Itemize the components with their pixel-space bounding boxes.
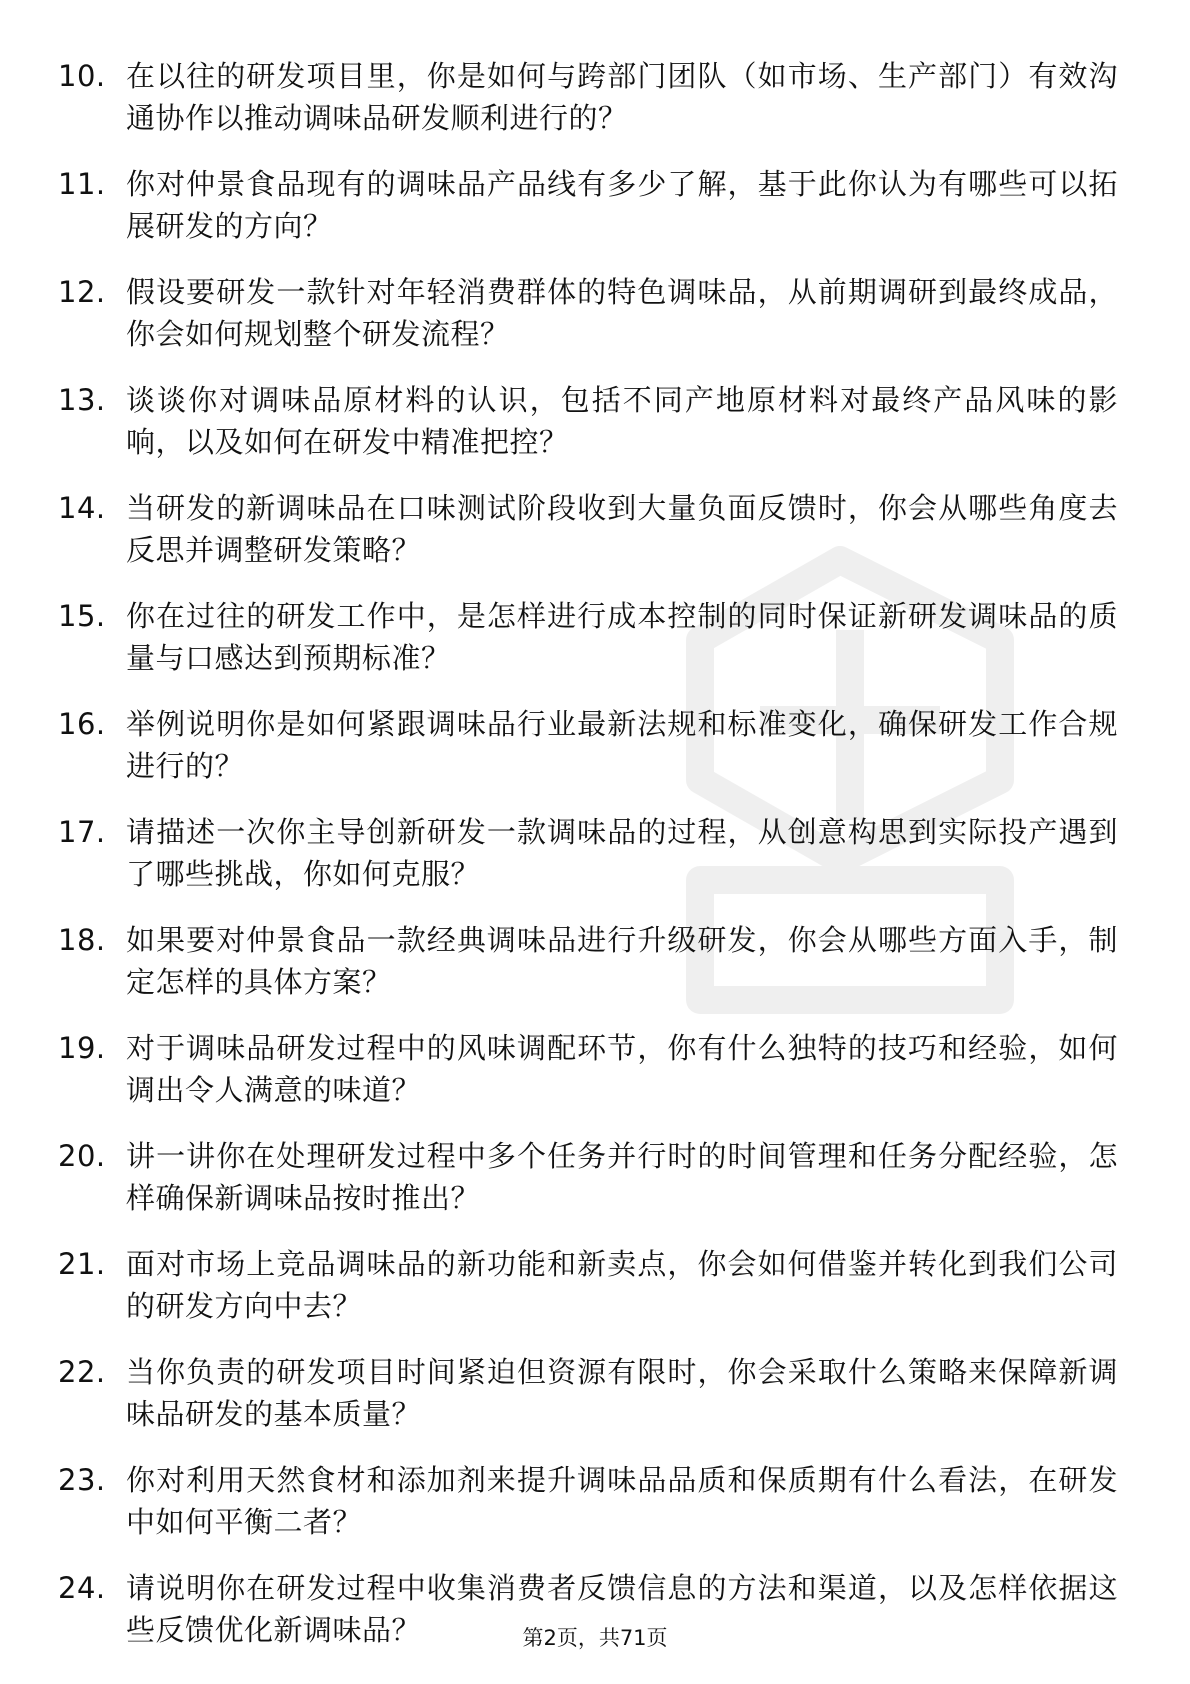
question-number: 12. — [58, 275, 106, 309]
question-number: 15. — [58, 599, 106, 633]
page-number-label: 第2页，共71页 — [522, 1626, 668, 1650]
question-item — [58, 1135, 1118, 1219]
question-number: 21. — [58, 1247, 106, 1281]
question-item — [58, 1243, 1118, 1327]
question-text: 如果要对仲景食品一款经典调味品进行升级研发，你会从哪些方面入手，制定怎样的具体方案？ — [126, 923, 1118, 999]
question-item — [58, 1351, 1118, 1435]
question-text: 讲一讲你在处理研发过程中多个任务并行时的时间管理和任务分配经验，怎样确保新调味品按时推出？ — [126, 1139, 1118, 1215]
question-text: 你在过往的研发工作中，是怎样进行成本控制的同时保证新研发调味品的质量与口感达到预期标准？ — [126, 599, 1118, 675]
question-text: 举例说明你是如何紧跟调味品行业最新法规和标准变化，确保研发工作合规进行的？ — [126, 707, 1118, 783]
page-footer — [0, 1624, 1190, 1652]
question-text: 当你负责的研发项目时间紧迫但资源有限时，你会采取什么策略来保障新调味品研发的基本质量？ — [126, 1355, 1118, 1431]
question-item — [58, 703, 1118, 787]
question-text: 面对市场上竞品调味品的新功能和新卖点，你会如何借鉴并转化到我们公司的研发方向中去？ — [126, 1247, 1118, 1323]
question-number: 18. — [58, 923, 106, 957]
question-number: 13. — [58, 383, 106, 417]
question-item — [58, 1459, 1118, 1543]
question-number: 16. — [58, 707, 106, 741]
question-item — [58, 1027, 1118, 1111]
question-item — [58, 163, 1118, 247]
question-number: 17. — [58, 815, 106, 849]
question-number: 20. — [58, 1139, 106, 1173]
question-number: 19. — [58, 1031, 106, 1065]
question-text: 你对利用天然食材和添加剂来提升调味品品质和保质期有什么看法，在研发中如何平衡二者？ — [126, 1463, 1118, 1539]
question-text: 谈谈你对调味品原材料的认识，包括不同产地原材料对最终产品风味的影响，以及如何在研发中精准把控？ — [126, 383, 1118, 459]
question-item — [58, 55, 1118, 139]
question-text: 假设要研发一款针对年轻消费群体的特色调味品，从前期调研到最终成品，你会如何规划整个研发流程？ — [126, 275, 1118, 351]
question-item — [58, 271, 1118, 355]
question-item — [58, 487, 1118, 571]
question-text: 对于调味品研发过程中的风味调配环节，你有什么独特的技巧和经验，如何调出令人满意的味道？ — [126, 1031, 1118, 1107]
question-item — [58, 379, 1118, 463]
question-number: 24. — [58, 1571, 106, 1605]
question-number: 11. — [58, 167, 106, 201]
question-text: 在以往的研发项目里，你是如何与跨部门团队（如市场、生产部门）有效沟通协作以推动调味品研发顺利进行的？ — [126, 59, 1118, 135]
question-list — [58, 55, 1118, 1675]
question-number: 14. — [58, 491, 106, 525]
question-text: 请描述一次你主导创新研发一款调味品的过程，从创意构思到实际投产遇到了哪些挑战，你如何克服？ — [126, 815, 1118, 891]
question-number: 23. — [58, 1463, 106, 1497]
question-text: 请说明你在研发过程中收集消费者反馈信息的方法和渠道，以及怎样依据这些反馈优化新调味品？ — [126, 1571, 1118, 1647]
question-number: 22. — [58, 1355, 106, 1389]
question-item — [58, 919, 1118, 1003]
question-text: 你对仲景食品现有的调味品产品线有多少了解，基于此你认为有哪些可以拓展研发的方向？ — [126, 167, 1118, 243]
question-item — [58, 595, 1118, 679]
question-number: 10. — [58, 59, 106, 93]
question-text: 当研发的新调味品在口味测试阶段收到大量负面反馈时，你会从哪些角度去反思并调整研发策略？ — [126, 491, 1118, 567]
question-item — [58, 811, 1118, 895]
